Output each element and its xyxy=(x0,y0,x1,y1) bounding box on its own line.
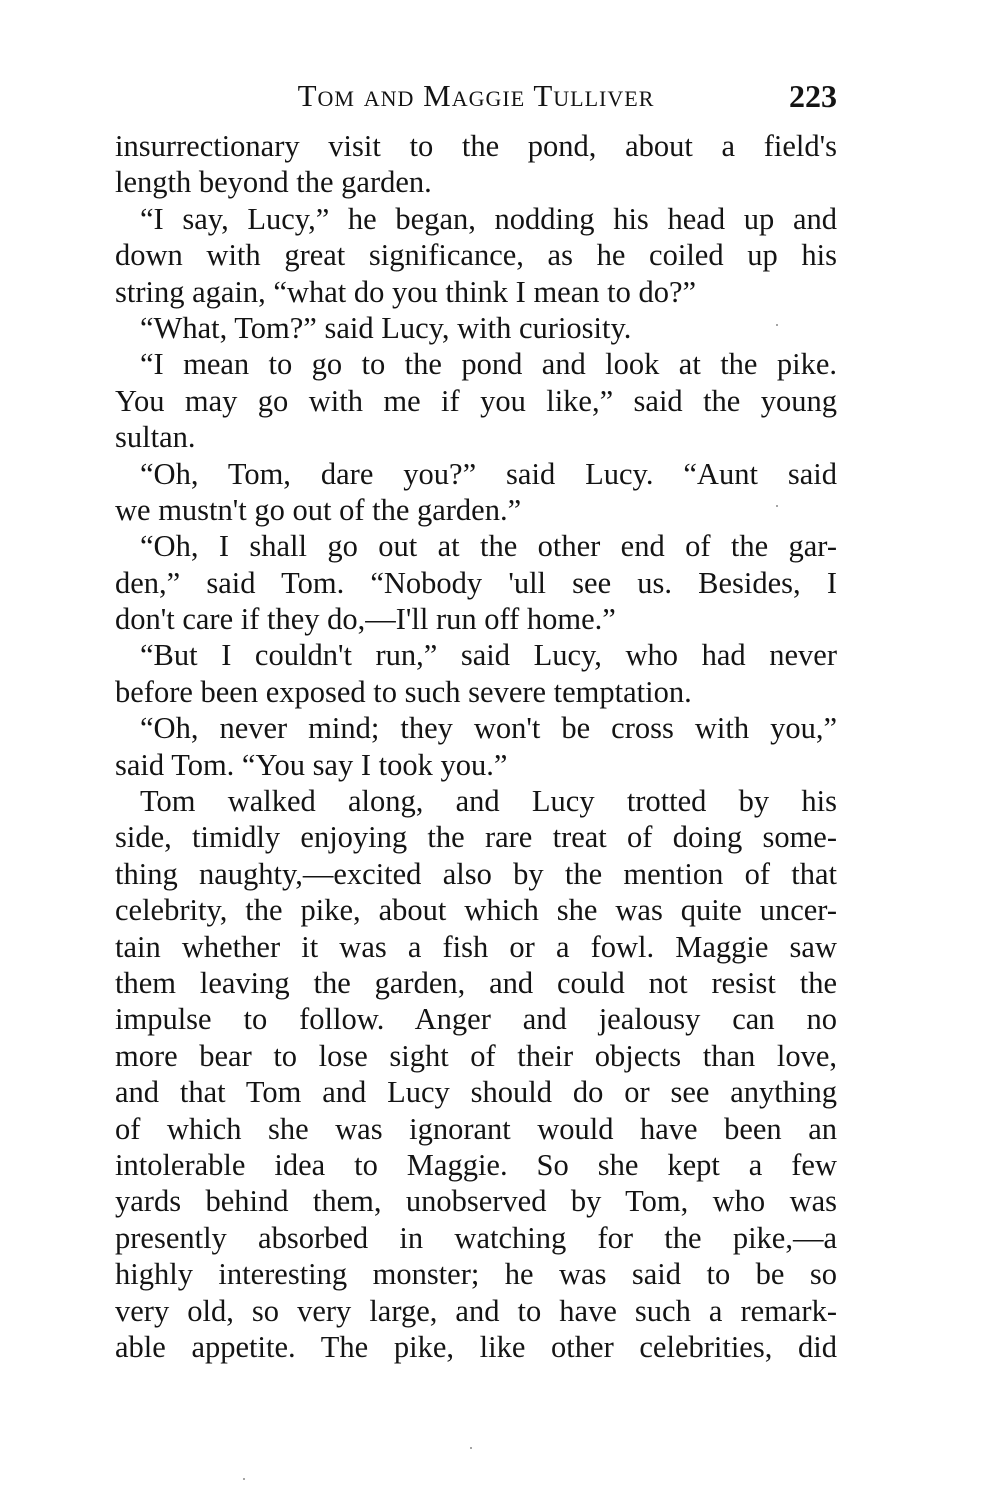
page-number: 223 xyxy=(789,78,837,114)
scan-speck xyxy=(470,1447,472,1449)
text-line: sultan. xyxy=(115,420,196,455)
text-line: side, timidly enjoying the rare treat of doing some- xyxy=(115,820,837,855)
text-line: “But I couldn't run,” said Lucy, who had never xyxy=(140,638,837,673)
text-line: den,” said Tom. “Nobody 'ull see us. Besides, I xyxy=(115,565,837,600)
text-line: of which she was ignorant would have been an xyxy=(115,1111,837,1146)
text-line: “Oh, Tom, dare you?” said Lucy. “Aunt said xyxy=(140,456,837,491)
text-line: thing naughty,—excited also by the mention of that xyxy=(115,856,837,891)
text-line: “Oh, never mind; they won't be cross with you,” xyxy=(140,711,837,746)
running-title: Tom and Maggie Tulliver xyxy=(297,78,655,113)
text-line: “I say, Lucy,” he began, nodding his head up and xyxy=(140,201,837,236)
text-line: “Oh, I shall go out at the other end of the gar- xyxy=(140,529,837,564)
page-header xyxy=(115,74,837,118)
scan-speck xyxy=(776,505,778,507)
body-text xyxy=(115,128,837,1365)
text-line: intolerable idea to Maggie. So she kept a few xyxy=(115,1147,837,1182)
text-line: don't care if they do,—I'll run off home.” xyxy=(115,602,616,637)
text-line: string again, “what do you think I mean to do?” xyxy=(115,274,697,309)
text-line: tain whether it was a fish or a fowl. Maggie saw xyxy=(115,929,837,964)
text-line: presently absorbed in watching for the pike,—a xyxy=(115,1220,837,1255)
text-line: insurrectionary visit to the pond, about a field's xyxy=(115,129,837,163)
scan-speck xyxy=(243,1478,245,1480)
text-line: You may go with me if you like,” said the young xyxy=(115,383,837,418)
text-line: we mustn't go out of the garden.” xyxy=(115,492,522,527)
text-line: before been exposed to such severe temptation. xyxy=(115,674,692,709)
text-line: more bear to lose sight of their objects than love, xyxy=(115,1038,837,1073)
text-line: Tom walked along, and Lucy trotted by his xyxy=(140,784,837,819)
text-line: “What, Tom?” said Lucy, with curiosity. xyxy=(140,310,632,345)
text-line: length beyond the garden. xyxy=(115,165,432,200)
scan-speck xyxy=(776,324,778,326)
text-line: down with great significance, as he coiled up his xyxy=(115,238,837,273)
text-line: able appetite. The pike, like other celebrities, did xyxy=(115,1329,837,1364)
text-line: very old, so very large, and to have such a remark- xyxy=(115,1293,837,1328)
text-line: highly interesting monster; he was said to be so xyxy=(115,1257,837,1292)
text-line: them leaving the garden, and could not resist the xyxy=(115,965,837,1000)
text-line: said Tom. “You say I took you.” xyxy=(115,747,508,782)
text-line: celebrity, the pike, about which she was quite uncer- xyxy=(115,893,837,928)
text-line: “I mean to go to the pond and look at the pike. xyxy=(140,347,837,382)
text-line: and that Tom and Lucy should do or see anything xyxy=(115,1075,837,1110)
text-line: impulse to follow. Anger and jealousy can no xyxy=(115,1002,837,1037)
text-line: yards behind them, unobserved by Tom, who was xyxy=(115,1184,837,1219)
